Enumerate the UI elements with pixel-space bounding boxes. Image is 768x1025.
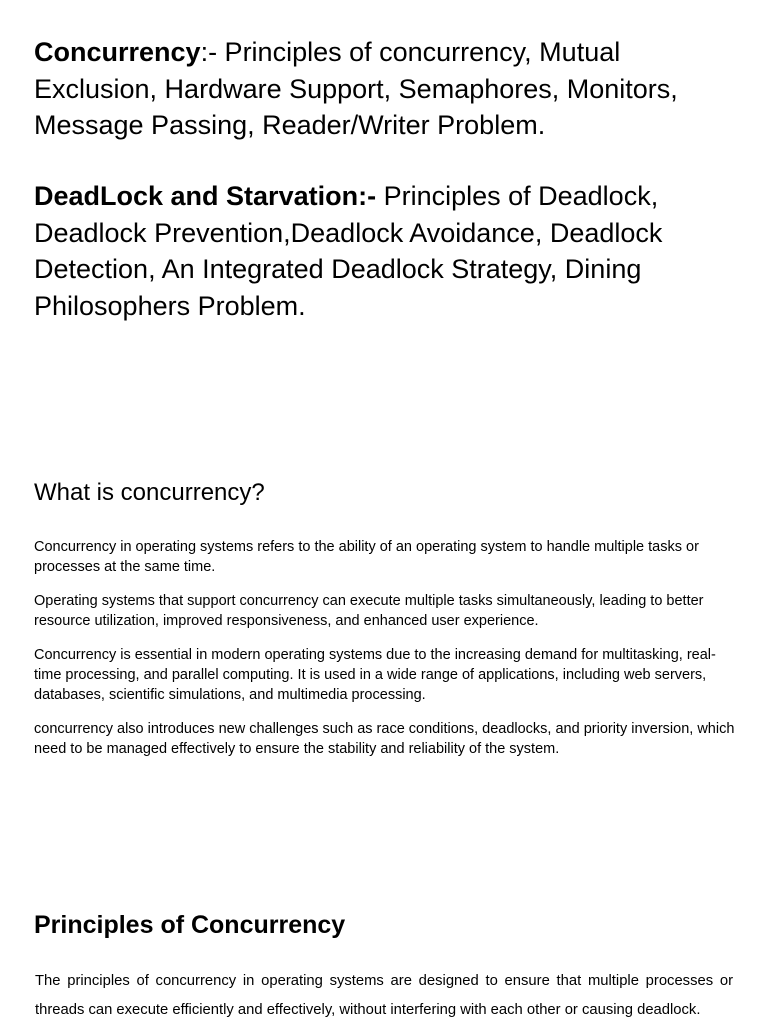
concurrency-label: Concurrency xyxy=(34,37,201,67)
syllabus-concurrency xyxy=(34,34,746,144)
principles-heading: Principles of Concurrency xyxy=(34,911,346,939)
syllabus-deadlock xyxy=(34,178,746,324)
paragraph: concurrency also introduces new challenges such as race conditions, deadlocks, and priority inversion, which need to be managed effectively to ensure the stability and reliability of the system. xyxy=(34,721,735,757)
concurrency-topics: :- Principles of concurrency, Mutual Exclusion, Hardware Support, Semaphores, Monitors, Message Passing, Reader/Writer Problem. xyxy=(34,37,678,140)
principles-paragraph: The principles of concurrency in operating systems are designed to ensure that multiple processes or threads can execute efficiently and effectively, without interfering with each other or causing deadlock. xyxy=(35,973,733,1018)
paragraph: Operating systems that support concurrency can execute multiple tasks simultaneously, leading to better resource utilization, improved responsiveness, and enhanced user experience. xyxy=(34,593,704,629)
paragraph: Concurrency is essential in modern operating systems due to the increasing demand for multitasking, real-time processing, and parallel computing. It is used in a wide range of applications, including web servers, databases, scientific simulations, and multimedia processing. xyxy=(34,647,716,703)
what-is-concurrency-heading: What is concurrency? xyxy=(34,479,265,506)
deadlock-label: DeadLock and Starvation:- xyxy=(34,181,377,211)
deadlock-topics: Principles of Deadlock, Deadlock Prevention,Deadlock Avoidance, Deadlock Detection, An Integrated Deadlock Strategy, Dining Philosophers Problem. xyxy=(34,181,663,321)
paragraph: Concurrency in operating systems refers to the ability of an operating system to handle multiple tasks or processes at the same time. xyxy=(34,539,699,575)
